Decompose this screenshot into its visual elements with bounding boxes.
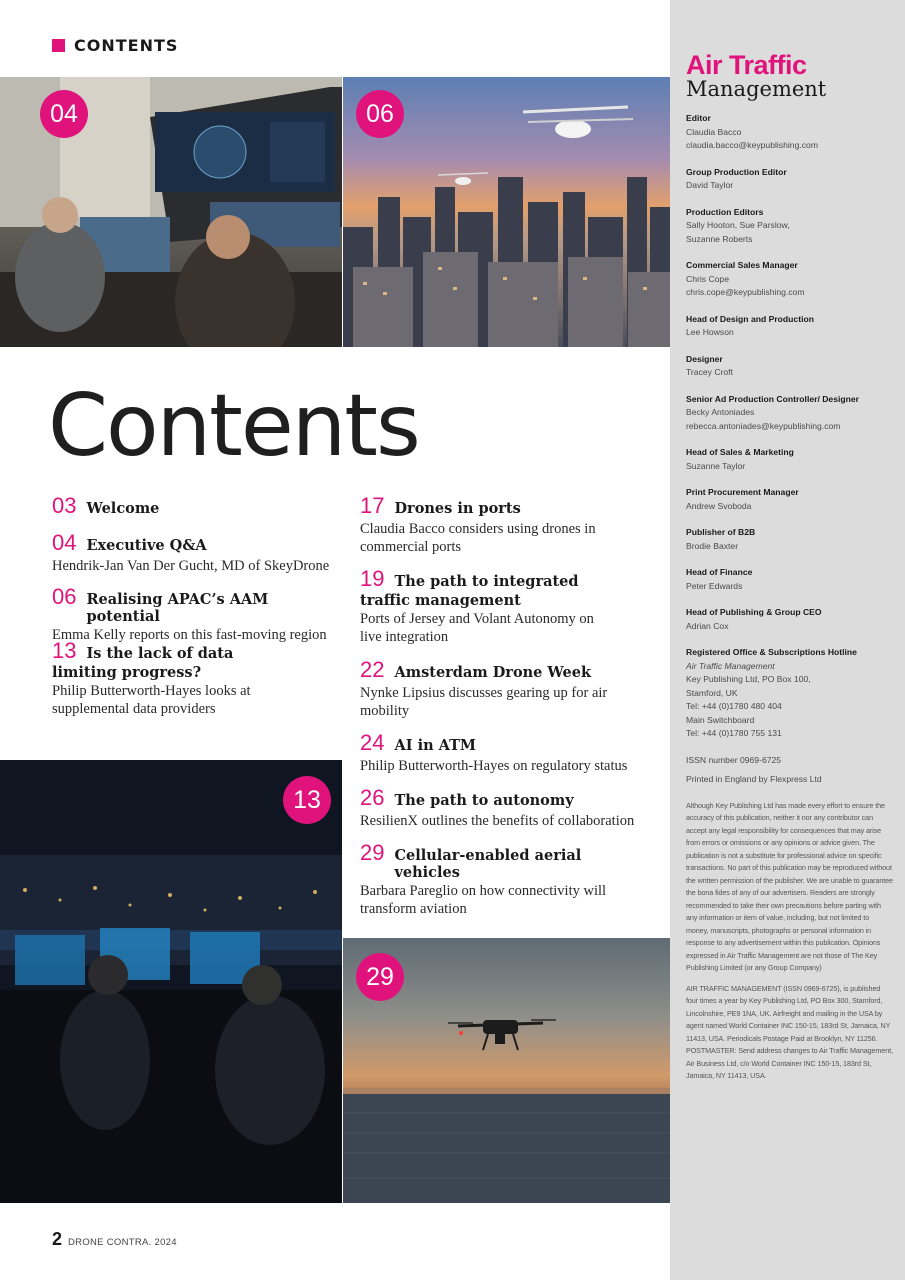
toc-item[interactable]	[360, 730, 660, 775]
page-badge-04[interactable]: 04	[40, 90, 88, 138]
staff-entry	[686, 486, 893, 513]
toc-item[interactable]	[360, 566, 610, 646]
toc-title: Drones in ports	[394, 500, 521, 517]
staff-detail: Brodie Baxter	[686, 540, 739, 551]
staff-role: Production Editors	[686, 206, 764, 217]
staff-detail: Andrew Svoboda	[686, 500, 752, 511]
toc-number: 26	[360, 785, 385, 810]
office-line: Key Publishing Ltd, PO Box 100,	[686, 674, 811, 684]
photo-city-skyline	[343, 77, 670, 347]
staff-entry	[686, 606, 893, 633]
toc-description: ResilienX outlines the benefits of collaboration	[360, 813, 635, 829]
office-line: Tel: +44 (0)1780 755 131	[686, 728, 782, 738]
toc-number: 13	[52, 638, 77, 663]
square-icon	[52, 39, 65, 52]
staff-entry	[686, 259, 893, 300]
staff-entry	[686, 166, 893, 193]
brand-logo-line1: Air Traffic	[686, 50, 807, 80]
staff-detail: Suzanne Taylor	[686, 460, 746, 471]
toc-item[interactable]	[52, 638, 292, 718]
staff-entry	[686, 393, 893, 434]
toc-number: 06	[52, 584, 77, 609]
toc-item[interactable]	[360, 840, 650, 918]
staff-role: Designer	[686, 353, 723, 364]
staff-detail: rebecca.antoniades@keypublishing.com	[686, 420, 841, 431]
staff-role: Group Production Editor	[686, 166, 787, 177]
toc-number: 04	[52, 530, 77, 555]
evtol-large	[523, 107, 633, 138]
office-publication: Air Traffic Management	[686, 660, 775, 671]
staff-detail: Claudia Bacco	[686, 126, 742, 137]
evtol-small	[438, 173, 488, 185]
staff-role: Head of Finance	[686, 567, 753, 577]
staff-detail: David Taylor	[686, 180, 734, 190]
photo-control-room	[0, 77, 342, 347]
staff-entry	[686, 313, 893, 340]
staff-detail: Adrian Cox	[686, 620, 729, 631]
toc-description: Hendrik-Jan Van Der Gucht, MD of SkeyDrone	[52, 558, 330, 574]
staff-entry	[686, 353, 893, 380]
section-label: CONTENTS	[74, 36, 179, 55]
staff-list	[686, 112, 893, 633]
toc-item[interactable]	[360, 657, 610, 720]
staff-entry	[686, 112, 893, 153]
staff-entry	[686, 526, 893, 553]
toc-number: 03	[52, 493, 77, 518]
toc-number: 22	[360, 657, 385, 682]
toc-description: Nynke Lipsius discusses gearing up for air mobility	[360, 685, 608, 719]
toc-title: The path to integrated	[394, 573, 579, 590]
toc-title: Cellular-enabled aerial vehicles	[394, 847, 582, 881]
toc-number: 24	[360, 730, 385, 755]
staff-role: Print Procurement Manager	[686, 487, 799, 497]
registered-office	[686, 646, 893, 741]
toc-title: AI in ATM	[394, 737, 476, 754]
toc-number: 19	[360, 566, 385, 591]
office-line: Stamford, UK	[686, 687, 738, 698]
staff-entry	[686, 446, 893, 473]
toc-title: Is the lack of data	[86, 645, 234, 662]
toc-item[interactable]	[52, 493, 342, 519]
staff-role: Head of Design and Production	[686, 313, 814, 324]
staff-role: Editor	[686, 113, 711, 123]
staff-detail: Suzanne Roberts	[686, 233, 753, 244]
toc-title: Realising APAC’s AAM potential	[86, 591, 269, 625]
toc-number: 29	[360, 840, 385, 865]
toc-title: Amsterdam Drone Week	[394, 664, 592, 681]
staff-entry	[686, 206, 893, 247]
office-line: Tel: +44 (0)1780 480 404	[686, 701, 782, 711]
toc-item[interactable]	[52, 530, 342, 575]
page-footer	[52, 1229, 177, 1250]
staff-detail: Becky Antoniades	[686, 407, 755, 417]
staff-detail: claudia.bacco@keypublishing.com	[686, 140, 818, 150]
page-badge-13[interactable]: 13	[283, 776, 331, 824]
staff-detail: Sally Hooton, Sue Parslow,	[686, 220, 790, 230]
toc-title: Welcome	[86, 500, 160, 517]
staff-detail: Tracey Croft	[686, 367, 733, 377]
disclaimer: Although Key Publishing Ltd has made every effort to ensure the accuracy of this publication, neither it nor any contributor can accept any legal responsibility for consequences that may arise from errors or omissions or any opinions or advice given. The publication is not a substitute for professional advice on specific transactions. No part of this publication may be reproduced without the written permission of the publisher. We are unable to guarantee the bona fides of any of our advertisers. Readers are strongly recommended to take their own precautions before parting with any information or item of value, including, but not limited to money, manuscripts, photographs or personal information in response to any advertisement within this publication. Opinions expressed in Air Traffic Management are not those of The Key Publishing Limited (or any Group Company)	[686, 800, 893, 972]
toc-description: Barbara Pareglio on how connectivity will transform aviation	[360, 883, 607, 917]
staff-role: Head of Sales & Marketing	[686, 447, 794, 457]
page-number: 2	[52, 1229, 63, 1249]
staff-role: Commercial Sales Manager	[686, 260, 798, 270]
staff-entry	[686, 566, 893, 593]
page-title: Contents	[48, 376, 419, 476]
publication-name: DRONE CONTRA. 2024	[68, 1237, 177, 1248]
toc-title-line2: limiting progress?	[52, 664, 202, 681]
toc-number: 17	[360, 493, 385, 518]
toc-title: The path to autonomy	[394, 792, 574, 809]
page-badge-29[interactable]: 29	[356, 953, 404, 1001]
drone-graphic	[448, 1020, 556, 1050]
masthead-sidebar	[670, 0, 905, 1280]
staff-detail: Lee Howson	[686, 327, 734, 337]
staff-detail: Peter Edwards	[686, 580, 743, 591]
brand-logo-line2: Management	[686, 77, 827, 101]
toc-description: Philip Butterworth-Hayes on regulatory status	[360, 758, 628, 774]
toc-description: Claudia Bacco considers using drones in commercial ports	[360, 521, 596, 555]
toc-description: Ports of Jersey and Volant Autonomy on live integration	[360, 611, 594, 645]
toc-description: Philip Butterworth-Hayes looks at supplemental data providers	[52, 683, 251, 717]
office-line: Main Switchboard	[686, 714, 755, 725]
printed-by: Printed in England by Flexpress Ltd	[686, 774, 822, 784]
office-lines	[686, 673, 893, 741]
toc-item[interactable]	[52, 584, 342, 644]
staff-detail: Chris Cope	[686, 273, 729, 284]
toc-item[interactable]	[360, 493, 625, 556]
photo-control-tower	[0, 760, 342, 1203]
page-badge-06[interactable]: 06	[356, 90, 404, 138]
postal-notice: AIR TRAFFIC MANAGEMENT (ISSN 0969-6725), is published four times a year by Key Publishing Ltd, PO Box 300, Stamford, Lincolnshire, PE9 1NA, UK. Airfreight and mailing in the USA by agent named World Container INC 150-15, 183rd St, Jamaica, NY 11413, USA. Periodicals Postage Paid at Brooklyn, NY 11256. POSTMASTER: Send address changes to Air Traffic Management, Air Business Ltd, c/o World Container INC 150-15, 183rd St, Jamaica, NY 11413, USA.	[686, 983, 893, 1080]
control-tower-illustration	[0, 760, 342, 1203]
staff-role: Registered Office & Subscriptions Hotline	[686, 647, 857, 657]
section-tag	[52, 36, 178, 55]
staff-detail: chris.cope@keypublishing.com	[686, 287, 805, 297]
staff-role: Head of Publishing & Group CEO	[686, 607, 822, 617]
toc-title-line2: traffic management	[360, 592, 521, 609]
toc-title: Executive Q&A	[86, 537, 207, 554]
photo-drone-sunset	[343, 938, 670, 1203]
toc-item[interactable]	[360, 785, 660, 830]
issn-number: ISSN number 0969-6725	[686, 754, 782, 765]
staff-role: Senior Ad Production Controller/ Designer	[686, 393, 860, 404]
toc-description: Emma Kelly reports on this fast-moving region	[52, 627, 327, 643]
staff-role: Publisher of B2B	[686, 527, 756, 537]
